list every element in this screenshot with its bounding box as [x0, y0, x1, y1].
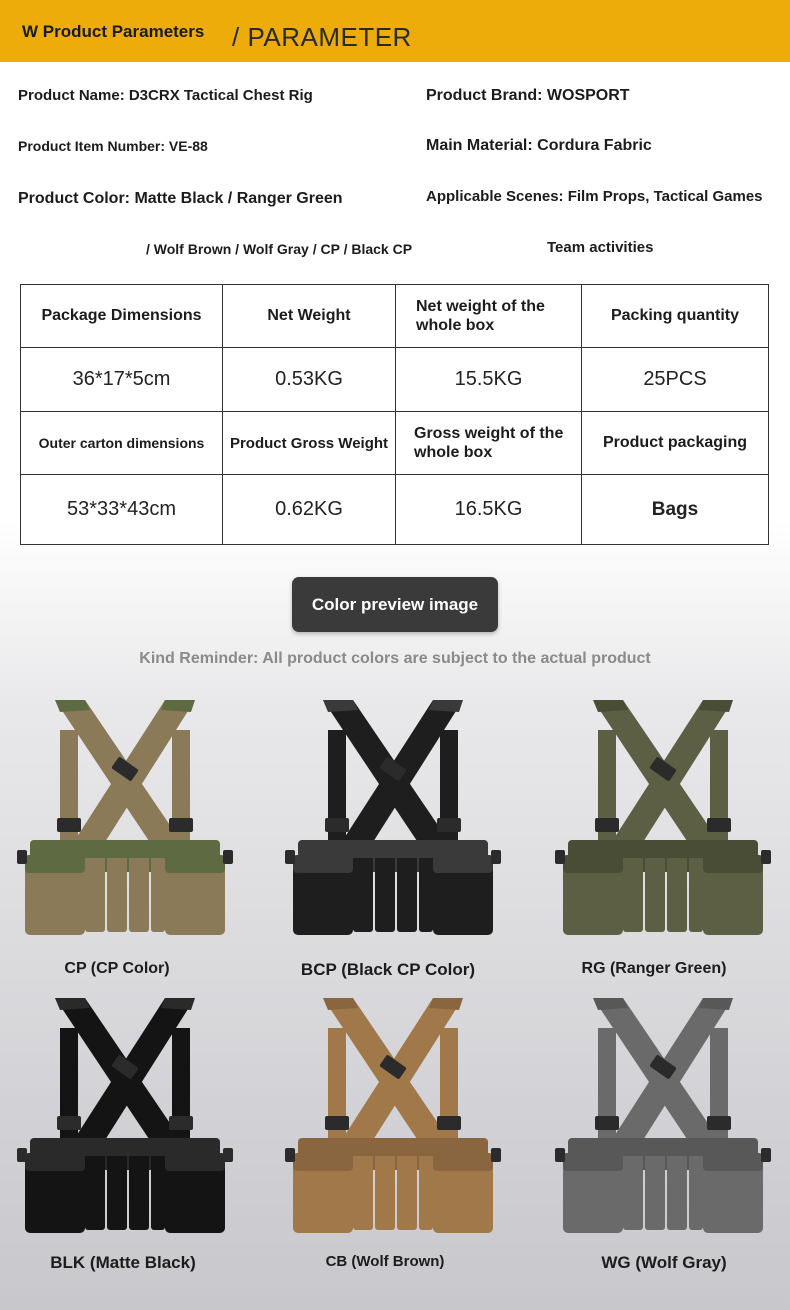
chest-rig-illustration	[15, 690, 235, 940]
chest-rig-illustration	[283, 690, 503, 940]
header-bar	[0, 0, 790, 62]
product-image-cp	[15, 690, 245, 940]
table-value-cell: 15.5KG	[396, 348, 582, 412]
table-header-cell: Outer carton dimensions	[21, 412, 223, 475]
header-subtitle: / PARAMETER	[232, 22, 412, 52]
table-value-cell: 16.5KG	[396, 475, 582, 545]
table-row	[21, 412, 769, 475]
param-scenes-line2: Team activities	[547, 239, 654, 256]
product-caption-wg: WG (Wolf Gray)	[601, 1253, 727, 1272]
product-caption-cb: CB (Wolf Brown)	[325, 1253, 445, 1270]
table-header-cell: Product packaging	[582, 412, 769, 475]
table-value-cell: 25PCS	[582, 348, 769, 412]
table-header-cell: Gross weight of the whole box	[396, 412, 582, 475]
table-header-cell: Packing quantity	[582, 285, 769, 348]
chest-rig-illustration	[283, 988, 503, 1238]
product-caption-blk: BLK (Matte Black)	[50, 1253, 196, 1272]
param-product-brand: Product Brand: WOSPORT	[426, 87, 630, 104]
table-value-cell: 53*33*43cm	[21, 475, 223, 545]
table-row	[21, 475, 769, 545]
product-caption-bcp: BCP (Black CP Color)	[300, 960, 476, 979]
table-header-cell: Product Gross Weight	[223, 412, 396, 475]
chest-rig-illustration	[553, 690, 773, 940]
table-value-cell: 0.62KG	[223, 475, 396, 545]
product-image-cb	[283, 988, 513, 1238]
table-row	[21, 348, 769, 412]
product-image-wg	[553, 988, 783, 1238]
product-image-rg	[553, 690, 783, 940]
color-preview-button[interactable]: Color preview image	[292, 577, 498, 632]
table-row	[21, 285, 769, 348]
table-header-cell: Package Dimensions	[21, 285, 223, 348]
param-color-line2: / Wolf Brown / Wolf Gray / CP / Black CP	[146, 241, 413, 257]
product-caption-cp: CP (CP Color)	[64, 960, 170, 977]
chest-rig-illustration	[15, 988, 235, 1238]
table-header-cell: Net Weight	[223, 285, 396, 348]
table-value-cell: Bags	[582, 475, 769, 545]
table-value-cell: 0.53KG	[223, 348, 396, 412]
product-image-bcp	[283, 690, 513, 940]
param-color-line1: Product Color: Matte Black / Ranger Green	[18, 190, 343, 207]
table-header-cell: Net weight of the whole box	[396, 285, 582, 348]
table-value-cell: 36*17*5cm	[21, 348, 223, 412]
product-image-blk	[15, 988, 245, 1238]
param-main-material: Main Material: Cordura Fabric	[426, 137, 652, 154]
spec-table	[20, 284, 769, 545]
param-product-name: Product Name: D3CRX Tactical Chest Rig	[18, 87, 313, 104]
kind-reminder: Kind Reminder: All product colors are subject to the actual product	[139, 650, 651, 667]
chest-rig-illustration	[553, 988, 773, 1238]
product-caption-rg: RG (Ranger Green)	[581, 960, 727, 977]
param-scenes-line1: Applicable Scenes: Film Props, Tactical Games	[426, 188, 763, 205]
header-title: W Product Parameters	[22, 22, 205, 41]
param-item-number: Product Item Number: VE-88	[18, 138, 208, 154]
